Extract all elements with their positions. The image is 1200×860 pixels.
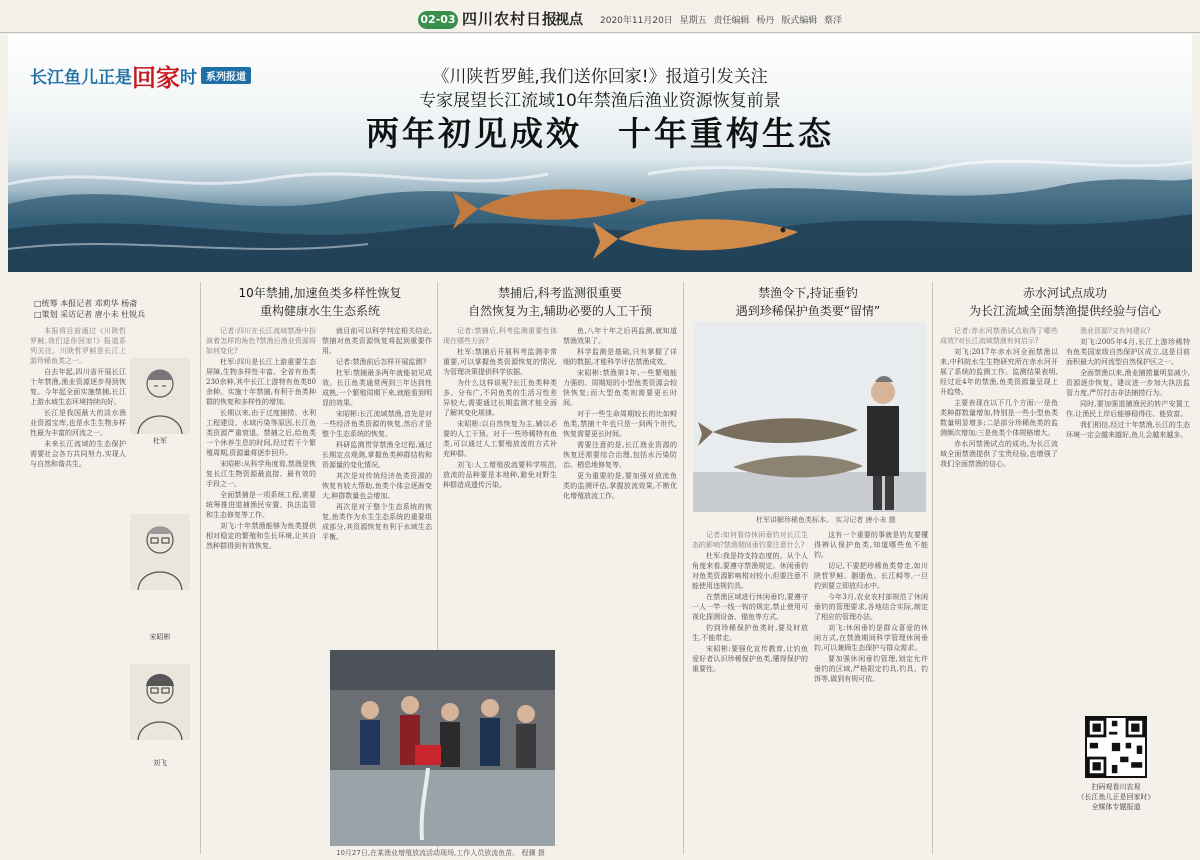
paragraph: 我们相信,经过十年禁渔,长江的生态环境一定会越来越好,鱼儿会越来越多。 (1066, 421, 1190, 439)
portrait-name: 宋昭彬 (149, 633, 171, 641)
subhead-line: 自然恢复为主,辅助必要的人工干预 (468, 304, 652, 318)
paragraph: 记者:赤水河禁渔试点取得了哪些成效?对长江流域禁渔有何启示? (940, 327, 1058, 345)
paragraph: 长江是我国最大的淡水渔业资源宝库,也是水生生物多样性最为丰富的河流之一。 (30, 409, 126, 437)
column-2 (206, 326, 316, 854)
paragraph: 刘飞:2017年赤水河全面禁渔以来,中科院水生生物研究所在赤水河开展了系统的监测工作。监测结果表明,经过近4年的禁渔,鱼类资源量呈现上升趋势。 (940, 348, 1058, 396)
section-name: 视点 (555, 12, 583, 28)
masthead (0, 0, 1200, 34)
qr-code[interactable] (1085, 716, 1147, 778)
paragraph: 同时,要加强退捕渔民的转产安置工作,让渔民上岸后能够稳得住、能致富。 (1066, 400, 1190, 418)
subhead-line: 禁捕后,科考监测很重要 (498, 286, 622, 300)
column-separator (932, 282, 933, 854)
portrait-du-jun (130, 358, 190, 434)
paragraph: 要加强休闲垂钓管理,划定允许垂钓的区域,严格限定钓具,钓具、钓饵等,做到有规可依。 (814, 655, 928, 683)
column-separator (683, 282, 684, 854)
qr-icon (1087, 718, 1145, 776)
subhead-line: 10年禁捕,加速鱼类多样性恢复 (238, 286, 402, 300)
subhead-4 (936, 284, 1194, 320)
column-4 (443, 326, 557, 646)
paragraph: 记者:禁渔前后怎样开展监测? (336, 358, 427, 366)
photo-caption: 杜军讲解珍稀鱼类标本。 实习记者 唐小未 摄 (756, 516, 896, 524)
paragraph: 刘飞:人工增殖放流要科学规范,放流的品种要是本地种,避免对野生种群造成遗传污染。 (443, 461, 557, 489)
paragraph: 赤水河禁渔试点的成功,为长江流域全面禁渔提供了宝贵经验,也增强了我们全面禁渔的信心。 (940, 440, 1058, 468)
paragraph: 科学监测是基础,只有掌握了详细的数据,才能科学评估禁渔成效。 (563, 348, 677, 366)
subhead-3 (686, 284, 930, 320)
paragraph: 本报将目前通过《川陕哲罗鲑,我们送你回家!》报道系列关注。川陕哲罗鲑是长江上游珍稀鱼类之一。 (30, 327, 126, 365)
portrait-liu-fei (130, 664, 190, 740)
subhead-2 (440, 284, 680, 320)
paragraph: 宋昭彬:要强化宣传教育,让钓鱼爱好者认识珍稀保护鱼类,懂得保护的重要性。 (692, 645, 808, 673)
subhead-line: 重构健康水生生态系统 (259, 304, 380, 318)
paragraph: 杜军:我是持支持态度的。从个人角度来看,要遵守禁渔规定。休闲垂钓对鱼类资源影响相对较小,但要注意不能使用违规钓具。 (692, 552, 808, 590)
paragraph: 记者:如何看待休闲垂钓对长江生态的影响?禁渔期间垂钓要注意什么? (692, 531, 808, 549)
page-label: 02-03 (418, 11, 458, 29)
column-3 (322, 326, 432, 646)
kicker-line-1: 《川陕哲罗鲑,我们送你回家!》报道引发关注 (432, 67, 768, 87)
paragraph: 全面禁渔以来,渔业捕捞量明显减少,资源逐步恢复。建议进一步加大执法监管力度,严厉打击非法捕捞行为。 (1066, 369, 1190, 397)
paragraph: 宋昭彬:禁渔第1年,一些繁殖能力强的、周期短的小型鱼类资源会较快恢复;而大型鱼类则需要更长时间。 (563, 369, 677, 407)
series-tag: 系列报道 (201, 67, 251, 84)
photo-fish-release (330, 650, 555, 846)
byline-line-1: □统筹 本报记者 邓莉华 杨斋 (34, 299, 138, 308)
masthead-rule (0, 32, 1200, 33)
paragraph: 记者:四川在长江流域禁渔中扮演着怎样的角色?禁渔后渔业资源将如何变化? (206, 327, 316, 355)
column-6 (692, 530, 808, 854)
byline-line-2: □策划 采访记者 唐小未 杜锐兵 (34, 310, 146, 319)
qr-caption-line: 扫码观看川农视 (1091, 783, 1141, 791)
paragraph: 杜军:四川是长江上游重要生态屏障,生物多样性丰富。全省有鱼类230余种,其中长江上游特有鱼类80余种。实施十年禁捕,有利于鱼类种群的恢复和多样性的增加。 (206, 358, 316, 406)
paragraph: 科研监测贯穿禁渔全过程,通过长期定点观测,掌握鱼类种群结构和资源量的变化情况。 (322, 441, 432, 469)
column-7 (814, 530, 928, 854)
portrait-name: 杜军 (153, 437, 167, 445)
paragraph: 今年3月,农业农村部规范了休闲垂钓的管理要求,各地结合实际,制定了相应的管理办法。 (814, 593, 928, 621)
column-separator (200, 282, 201, 854)
column-9 (1066, 326, 1190, 710)
qr-caption (1066, 782, 1166, 812)
paragraph: 对于一些生命周期较长的比如鲟鱼类,禁捕十年也只是一到两个世代,恢复需要更长时间。 (563, 410, 677, 438)
paragraph: 刘飞:休闲垂钓是群众喜爱的休闲方式,在禁渔期间科学管理休闲垂钓,可以兼顾生态保护与群众需求。 (814, 624, 928, 652)
paragraph: 刘飞:十年禁渔能够为鱼类提供相对稳定的繁殖和生长环境,让其自然种群得到有效恢复。 (206, 522, 316, 550)
qr-caption-line: 全媒体专题报道 (1091, 803, 1141, 811)
paragraph: 宋昭彬:长江流域禁渔,首先是对一些经济鱼类资源的恢复,然后才是整个生态系统的恢复。 (322, 410, 432, 438)
paragraph: 自去年起,四川省开展长江十年禁渔,渔业资源逐步得到恢复。今年起全面实施禁捕,长江上游水域生态环境持续向好。 (30, 368, 126, 406)
paragraph: 渔业资源?又有何建议? (1080, 327, 1151, 335)
series-big: 回家 (132, 63, 180, 92)
qr-caption-line: 《长江鱼儿正是回家时》 (1077, 793, 1155, 801)
paragraph: 鱼,八年十年之后再监测,就知道禁渔效果了。 (563, 327, 677, 345)
paragraph: 就目前可以科学判定相关结论,禁捕对鱼类资源恢复将起到重要作用。 (322, 327, 432, 355)
paragraph: 长期以来,由于过度捕捞、水利工程建设、水域污染等原因,长江鱼类资源严重衰退。禁捕之后,给鱼类一个休养生息的时间,经过若干个繁殖周期,资源量将逐步回升。 (206, 409, 316, 457)
main-headline: 两年初见成效 十年重构生态 (366, 114, 834, 153)
series-prefix: 长江鱼儿正是 (30, 68, 132, 88)
portrait-song-zhaobin (130, 514, 190, 590)
paragraph: 记者:禁捕后,科考监测重要性体现在哪些方面? (443, 327, 557, 345)
column-5 (563, 326, 677, 854)
byline (34, 298, 145, 320)
column-1 (30, 326, 126, 850)
series-suffix: 时 (180, 68, 197, 88)
paragraph: 宋昭彬:从科学角度看,禁渔是恢复长江生物资源最直接、最有效的手段之一。 (206, 460, 316, 488)
issue-meta: 2020年11月20日 星期五 责任编辑 杨丹 版式编辑 蔡洋 (600, 16, 843, 26)
subhead-line: 为长江流域全面禁渔提供经验与信心 (968, 304, 1161, 318)
paragraph: 全面禁捕是一项系统工程,需要统筹推进退捕渔民安置、执法监管和生态修复等工作。 (206, 491, 316, 519)
column-8 (940, 326, 1058, 854)
paragraph: 其次是对传统经济鱼类资源的恢复有较大帮助,鱼类个体会逐渐变大,种群数量也会增加。 (322, 472, 432, 500)
paragraph: 杜军:禁捕后开展科考监测非常重要,可以掌握鱼类资源恢复的情况,为管理决策提供科学依据。 (443, 348, 557, 376)
kicker-line-2: 专家展望长江流域10年禁渔后渔业资源恢复前景 (419, 91, 781, 111)
paragraph: 在禁渔区域进行休闲垂钓,要遵守一人一竿一线一钩的规定,禁止使用可视化探测设备、锚鱼等方式。 (692, 593, 808, 621)
subhead-line: 禁渔令下,持证垂钓 (758, 286, 858, 300)
paragraph: 未来长江流域的生态保护需要社会各方共同努力,实现人与自然和谐共生。 (30, 440, 126, 468)
paragraph: 宋昭彬:以自然恢复为主,辅以必要的人工干预。对于一些珍稀特有鱼类,可以通过人工繁殖放流的方式补充种群。 (443, 420, 557, 458)
paragraph: 为什么这样说呢?长江鱼类种类多、分布广,不同鱼类的生活习性差异较大,需要通过长期监测才能全面了解其变化规律。 (443, 379, 557, 417)
paragraph: 杜军:禁捕最多两年就能初见成效。长江鱼类通常两到三年达到性成熟,一个繁殖周期下来,就能看到明显的效果。 (322, 369, 432, 407)
subhead-1 (205, 284, 435, 320)
banner (8, 34, 1192, 272)
paragraph: 主要表现在以下几个方面:一是鱼类种群数量增加,特别是一些小型鱼类数量明显增多;二是部分珍稀鱼类的监测频次增加;三是鱼类个体规格增大。 (940, 399, 1058, 437)
subhead-line: 赤水河试点成功 (1022, 286, 1107, 300)
paragraph: 切记,不要把珍稀鱼类带走,如川陕哲罗鲑、胭脂鱼、长江鲟等,一旦钓到要立即放归水中。 (814, 562, 928, 590)
photo-caption: 10月27日,在某渔业增殖放流活动现场,工作人员放流鱼苗。 程骥 摄 (336, 849, 545, 857)
paper-name: 四川农村日报 (462, 10, 559, 28)
photo-specimen (693, 322, 926, 512)
paragraph: 更为重要的是,要加强对放流鱼类的监测评估,掌握放流效果,不断优化增殖放流工作。 (563, 472, 677, 500)
paragraph: 钓到珍稀保护鱼类时,要及时放生,不能带走。 (692, 624, 808, 642)
paragraph: 再次是对于整个生态系统的恢复,鱼类作为水生生态系统的重要组成部分,其资源恢复有利于水域生态平衡。 (322, 503, 432, 541)
paragraph: 刘飞:2005年4月,长江上游珍稀特有鱼类国家级自然保护区成立,这是目前面积最大的河流型自然保护区之一。 (1066, 338, 1190, 366)
paragraph: 需要注意的是,长江渔业资源的恢复还需要综合治理,包括水污染防治、栖息地修复等。 (563, 441, 677, 469)
subhead-line: 遇到珍稀保护鱼类要“留情” (735, 304, 881, 318)
paragraph: 这有一个重要的事就是钓友要懂得辨认保护鱼类,知道哪些鱼不能钓。 (814, 531, 928, 559)
portrait-name: 刘飞 (153, 759, 167, 767)
